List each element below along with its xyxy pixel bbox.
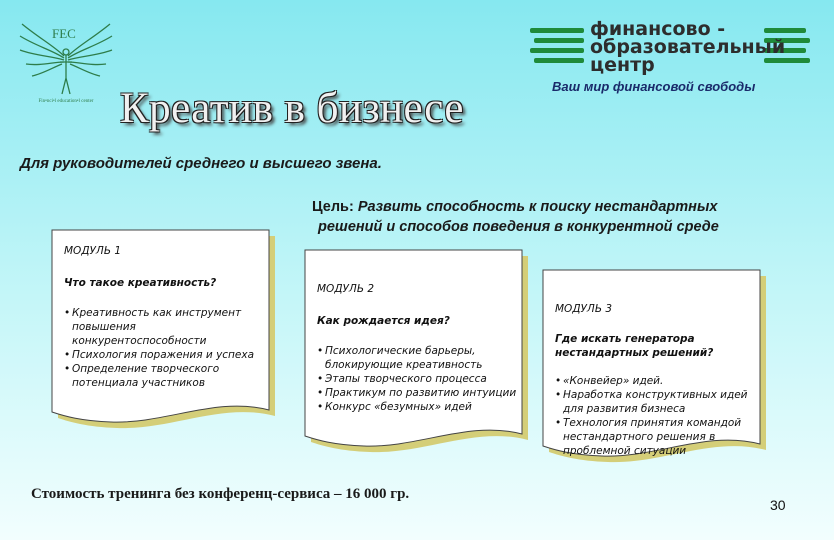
brand-name-line2: образовательный xyxy=(590,36,786,58)
brand-name-line3: центр xyxy=(590,54,655,76)
winged-figure-icon xyxy=(14,16,118,110)
logo-initials: FEC xyxy=(52,26,76,41)
logo-caption: Fin•nci•l education•l center xyxy=(38,99,94,104)
slide-title: Креатив в бизнесе xyxy=(120,85,464,132)
list-item: • Психологические барьеры, блокирующие креативность xyxy=(317,344,520,372)
module-label: МОДУЛЬ 2 xyxy=(317,283,375,295)
list-item: • Конкурс «безумных» идей xyxy=(317,400,520,414)
module-label: МОДУЛЬ 3 xyxy=(555,303,613,315)
module-question: Как рождается идея? xyxy=(317,315,450,327)
goal-line1 xyxy=(312,197,812,217)
module-label: МОДУЛЬ 1 xyxy=(64,245,122,257)
list-item: • Наработка конструктивных идей для развития бизнеса xyxy=(555,388,758,416)
brand-name-line1: финансово - xyxy=(590,18,726,40)
fec-logo xyxy=(14,16,118,110)
module-items xyxy=(555,374,758,458)
training-price: Стоимость тренинга без конференц-сервиса – 16 000 гр. xyxy=(31,486,410,502)
list-item: • Практикум по развитию интуиции xyxy=(317,386,520,400)
module-card-3 xyxy=(543,270,768,470)
audience-text: Для руководителей среднего и высшего звена. xyxy=(20,155,382,172)
goal-line2: решений и способов поведения в конкурентной среде xyxy=(318,219,719,235)
module-items xyxy=(64,306,267,390)
module-card-2 xyxy=(305,250,530,460)
module-question: Что такое креативность? xyxy=(64,277,217,289)
module-2-content xyxy=(317,282,520,414)
module-3-content xyxy=(555,302,758,458)
goal-statement xyxy=(312,197,812,237)
module-items xyxy=(317,344,520,414)
module-1-content xyxy=(64,244,267,390)
list-item: • Психология поражения и успеха xyxy=(64,348,267,362)
list-item: • Технология принятия командой нестандартного решения в проблемной ситуации xyxy=(555,416,758,458)
module-question: Где искать генератора нестандартных решений? xyxy=(555,333,714,359)
list-item: • «Конвейер» идей. xyxy=(555,374,758,388)
goal-prefix: Цель: xyxy=(312,199,354,215)
module-card-1 xyxy=(52,230,277,435)
brand-block xyxy=(528,18,818,98)
list-item: • Определение творческого потенциала участников xyxy=(64,362,267,390)
page-number: 30 xyxy=(770,497,786,513)
goal-text-line1: Развить способность к поиску нестандартных xyxy=(357,199,718,215)
brand-tagline: Ваш мир финансовой свободы xyxy=(552,79,756,94)
list-item: • Креативность как инструмент повышения конкурентоспособности xyxy=(64,306,267,348)
list-item: • Этапы творческого процесса xyxy=(317,372,520,386)
